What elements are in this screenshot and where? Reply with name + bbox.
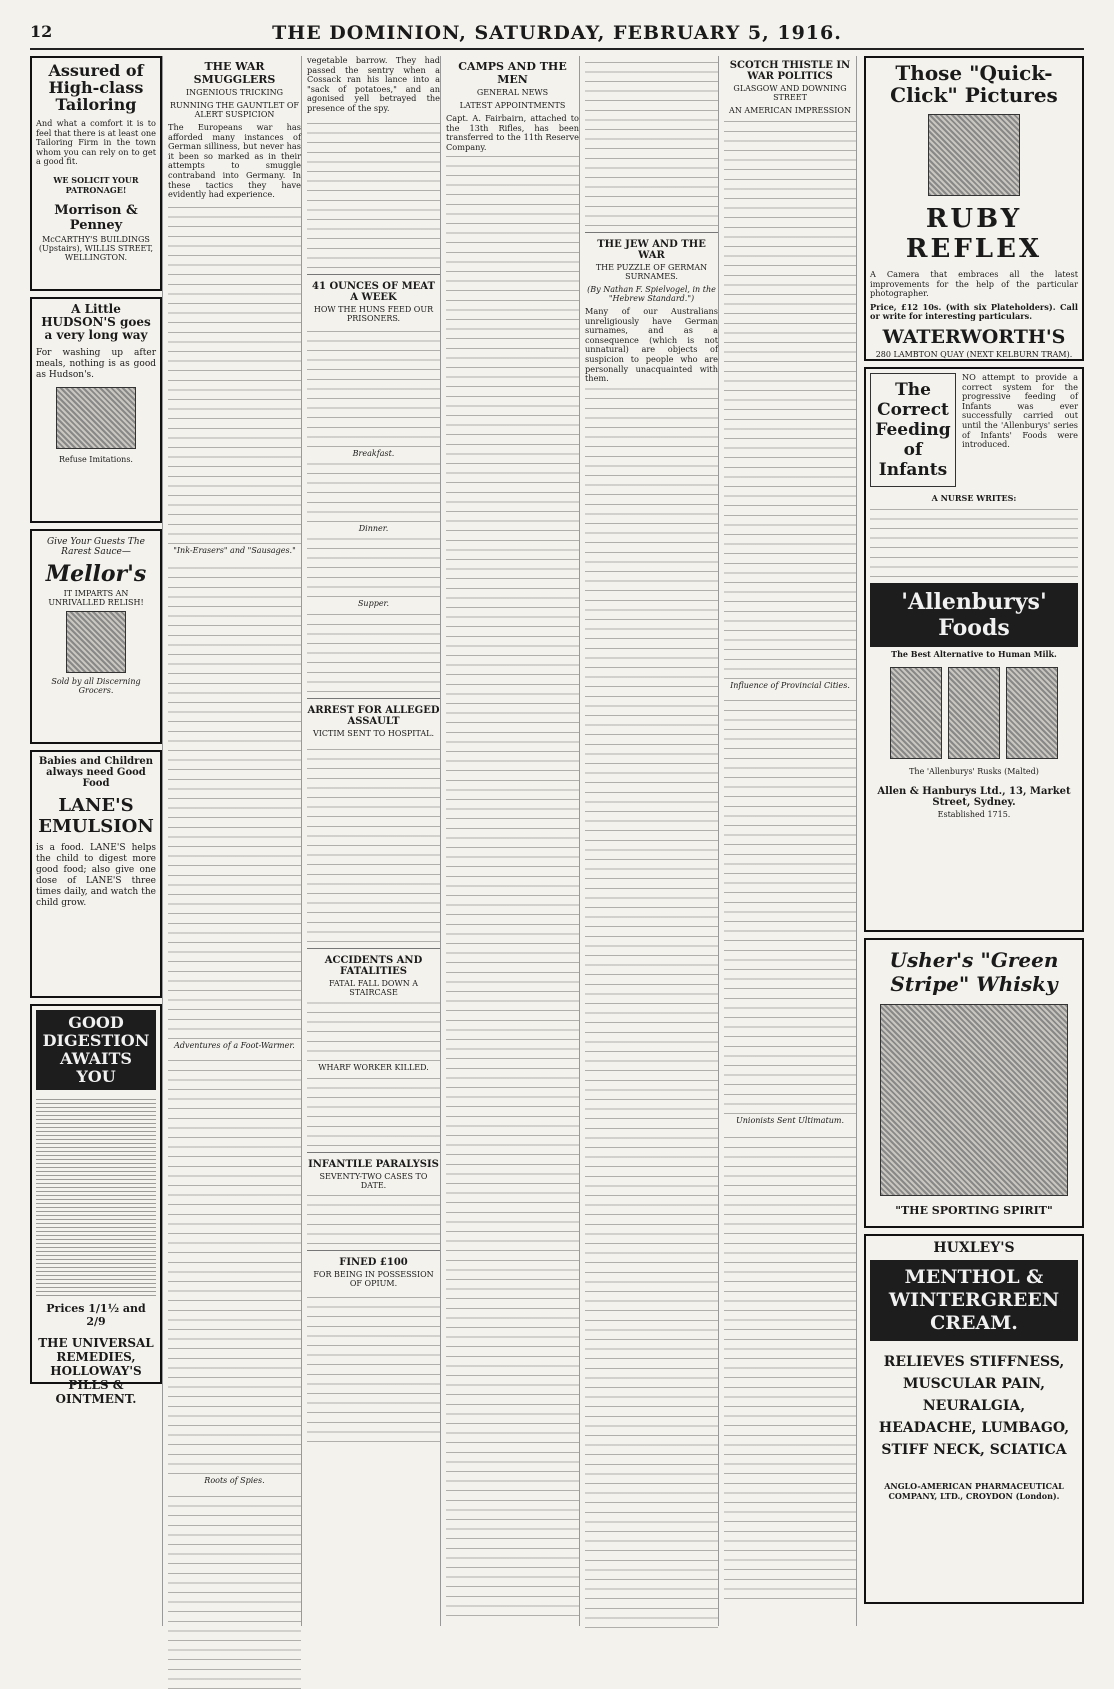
- tailoring-address: McCARTHY'S BUILDINGS (Upstairs), WILLIS STREET, WELLINGTON.: [38, 234, 154, 262]
- article-body-lines: [307, 1076, 440, 1146]
- article-body-lines: [307, 612, 440, 692]
- huxley-ad: [864, 1234, 1084, 1604]
- german-surnames-subhead: THE PUZZLE OF GERMAN SURNAMES.: [595, 263, 708, 281]
- paralysis-subhead: SEVENTY-TWO CASES TO DATE.: [319, 1171, 428, 1190]
- byline: (By Nathan F. Spielvogel, in the "Hebrew Standard."): [587, 285, 716, 303]
- article-body-lines: [870, 507, 1078, 577]
- allenburys-text: NO attempt to provide a correct system for the progressive feeding of Infants was ever successfully carried out until the 'Allenburys' series of Infants' Foods were introduced.: [962, 372, 1078, 450]
- waterworth-brand: WATERWORTH'S: [882, 325, 1066, 348]
- ultimatum-subhead: Unionists Sent Ultimatum.: [736, 1116, 844, 1125]
- allenburys-established: Established 1715.: [937, 810, 1011, 819]
- column-4: [446, 56, 580, 1626]
- article-body-lines: [168, 204, 301, 544]
- article-body-lines: [168, 1054, 301, 1474]
- allenburys-brand: 'Allenburys' Foods: [870, 583, 1078, 647]
- fined-headline: FINED £100: [339, 1256, 408, 1268]
- allenburys-top: [870, 373, 1078, 487]
- article-body-lines: [446, 156, 579, 1616]
- article-body-lines: [307, 462, 440, 522]
- divider: [585, 232, 718, 233]
- divider: [307, 1152, 440, 1153]
- war-smugglers-headline: THE WAR SMUGGLERS: [193, 60, 276, 86]
- reflex-text: A Camera that embraces all the latest improvements for the help of the particular photographer.: [870, 269, 1078, 299]
- nurse-writes: A NURSE WRITES:: [931, 493, 1017, 503]
- article-body-lines: [724, 1129, 856, 1599]
- supper-subhead: Supper.: [357, 598, 390, 608]
- article-body-lines: [168, 1489, 301, 1689]
- tin-illustration: [1006, 667, 1058, 759]
- war-smugglers-paragraph: The Europeans war has afforded many instances of German silliness, but never has it been so marked as in their attempts to smuggle contraband into Germany. In these tactics they have evidently had experience.: [168, 122, 301, 200]
- huxley-firm: ANGLO-AMERICAN PHARMACEUTICAL COMPANY, LTD., CROYDON (London).: [884, 1481, 1064, 1501]
- ink-erasers-subhead: "Ink-Erasers" and "Sausages.": [173, 545, 296, 555]
- article-body-lines: [724, 119, 856, 679]
- accidents-headline: ACCIDENTS AND FATALITIES: [324, 954, 423, 977]
- column-2: [168, 56, 302, 1626]
- dinner-subhead: Dinner.: [358, 523, 389, 533]
- article-body-lines: [307, 1292, 440, 1442]
- newspaper-title: THE DOMINION, SATURDAY, FEBRUARY 5, 1916.: [272, 22, 842, 44]
- holloway-body-text: [36, 1096, 156, 1296]
- article-body-lines: [307, 1194, 440, 1244]
- masthead: [30, 22, 1084, 50]
- divider: [307, 948, 440, 949]
- tailoring-heading: Assured of High-class Tailoring: [48, 61, 144, 114]
- mellor-bottle-illustration: [66, 611, 126, 673]
- huxley-heading: HUXLEY'S: [933, 1240, 1015, 1256]
- camps-headline: CAMPS AND THE MEN: [458, 60, 567, 86]
- glasgow-subhead: GLASGOW AND DOWNING STREET: [733, 84, 847, 102]
- allenburys-tag: The Best Alternative to Human Milk.: [891, 649, 1057, 659]
- food-tins: [870, 667, 1078, 759]
- roots-of-spies-subhead: Roots of Spies.: [204, 1475, 265, 1485]
- tailoring-firm: Morrison & Penney: [54, 202, 138, 233]
- holloway-price: Prices 1/1½ and 2/9: [46, 1302, 146, 1328]
- allenburys-heading: The Correct Feeding of Infants: [870, 373, 956, 487]
- camps-paragraph: Capt. A. Fairbairn, attached to the 13th Rifles, has been transferred to the 11th Reserve Company.: [446, 113, 579, 152]
- article-body-lines: [307, 1001, 440, 1061]
- lane-text: is a food. LANE'S helps the child to digest more good food; also give one dose of LANE'S three times daily, and watch the child grow.: [36, 843, 156, 908]
- divider: [307, 274, 440, 275]
- war-smugglers-subhead-1: INGENIOUS TRICKING: [185, 88, 284, 97]
- article-body-lines: [585, 56, 718, 226]
- smugglers-continued: vegetable barrow. They had passed the sentry when a Cossack ran his lance into a "sack of potatoes," and an agonised yell betrayed the presence of the spy.: [307, 55, 440, 113]
- scotch-thistle-article: [724, 56, 857, 1626]
- holloway-heading: GOOD DIGESTION AWAITS YOU: [36, 1010, 156, 1090]
- ruby-reflex-ad: [864, 56, 1084, 361]
- usher-brand: Usher's "Green Stripe" Whisky: [889, 948, 1059, 996]
- tin-illustration: [948, 667, 1000, 759]
- foot-warmer-subhead: Adventures of a Foot-Warmer.: [174, 1040, 295, 1050]
- reflex-brand: RUBY REFLEX: [905, 204, 1043, 264]
- column-1-ads: [30, 56, 163, 1626]
- tailoring-ad: [30, 56, 162, 291]
- assault-subhead: VICTIM SENT TO HOSPITAL.: [312, 728, 434, 738]
- war-smugglers-subhead-2: RUNNING THE GAUNTLET OF ALERT SUSPICION: [170, 101, 299, 119]
- usher-whisky-ad: [864, 938, 1084, 1228]
- tin-illustration: [890, 667, 942, 759]
- staircase-subhead: FATAL FALL DOWN A STAIRCASE: [328, 978, 419, 997]
- fined-subhead: FOR BEING IN POSSESSION OF OPIUM.: [313, 1269, 434, 1288]
- meat-subhead: HOW THE HUNS FEED OUR PRISONERS.: [313, 304, 434, 323]
- tailoring-solicit: WE SOLICIT YOUR PATRONAGE!: [53, 174, 139, 195]
- wharf-subhead: WHARF WORKER KILLED.: [318, 1062, 429, 1072]
- jew-war-headline: THE JEW AND THE WAR: [597, 239, 706, 261]
- meat-headline: 41 OUNCES OF MEAT A WEEK: [312, 280, 435, 303]
- huxley-brand: MENTHOL & WINTERGREEN CREAM.: [870, 1260, 1078, 1341]
- divider: [307, 698, 440, 699]
- hudson-tag: Refuse Imitations.: [59, 455, 133, 464]
- article-body-lines: [168, 559, 301, 1039]
- scotch-thistle-headline: SCOTCH THISTLE IN WAR POLITICS: [729, 60, 851, 82]
- huxley-list: RELIEVES STIFFNESS, MUSCULAR PAIN, NEURALGIA, HEADACHE, LUMBAGO, STIFF NECK, SCIATICA: [878, 1354, 1070, 1458]
- page-number: 12: [30, 22, 53, 41]
- holloway-brand: THE UNIVERSAL REMEDIES, HOLLOWAY'S PILLS & OINTMENT.: [38, 1336, 154, 1406]
- mellor-sold: Sold by all Discerning Grocers.: [51, 677, 141, 695]
- lane-emulsion-ad: [30, 750, 162, 998]
- article-body-lines: [307, 327, 440, 447]
- waterworth-address: 280 LAMBTON QUAY (NEXT KELBURN TRAM).: [875, 349, 1073, 359]
- reflex-price: Price, £12 10s. (with six Plateholders). Call or write for interesting particulars.: [870, 301, 1078, 322]
- article-body-lines: [307, 742, 440, 942]
- mellor-brand: Mellor's: [45, 561, 147, 587]
- breakfast-subhead: Breakfast.: [352, 448, 395, 458]
- appointments-subhead: LATEST APPOINTMENTS: [459, 101, 566, 110]
- american-impression-subhead: AN AMERICAN IMPRESSION: [729, 106, 851, 115]
- provincial-cities-subhead: Influence of Provincial Cities.: [730, 681, 850, 690]
- mellor-heading: Give Your Guests The Rarest Sauce—: [46, 537, 146, 557]
- column-3: [307, 56, 441, 1626]
- lane-brand: LANE'S EMULSION: [38, 795, 154, 837]
- hudson-heading: A Little HUDSON'S goes a very long way: [41, 302, 151, 342]
- paralysis-headline: INFANTILE PARALYSIS: [308, 1158, 439, 1170]
- holloway-ad: [30, 1004, 162, 1406]
- sporting-illustration: [880, 1004, 1068, 1196]
- allenburys-ad: [864, 367, 1084, 932]
- column-5: [585, 56, 719, 1626]
- mellor-sauce-ad: [30, 529, 162, 744]
- mellor-subheading: IT IMPARTS AN UNRIVALLED RELISH!: [48, 589, 144, 607]
- general-news-subhead: GENERAL NEWS: [476, 88, 549, 97]
- column-6: [724, 56, 1084, 1626]
- hudson-text: For washing up after meals, nothing is as good as Hudson's.: [36, 348, 156, 380]
- divider: [307, 1250, 440, 1251]
- allenburys-rusks: The 'Allenburys' Rusks (Malted): [909, 767, 1039, 776]
- article-body-lines: [724, 694, 856, 1114]
- article-body-lines: [307, 118, 440, 268]
- hudson-soap-ad: [30, 297, 162, 523]
- lane-heading: Babies and Children always need Good Food: [38, 756, 154, 789]
- jew-war-paragraph: Many of our Australians unreligiously have German surnames, and as a consequence (which is not unnatural) are objects of suspicion to people who are personally unacquainted with them.: [585, 306, 718, 384]
- tailoring-text: And what a comfort it is to feel that there is at least one Tailoring Firm in the town whom you can rely on to get a good fit.: [36, 118, 156, 167]
- reflex-heading: Those "Quick-Click" Pictures: [890, 61, 1058, 107]
- right-ads: [864, 56, 1084, 1610]
- camera-illustration: [928, 114, 1020, 196]
- usher-tag: "THE SPORTING SPIRIT": [895, 1204, 1053, 1217]
- assault-headline: ARREST FOR ALLEGED ASSAULT: [307, 704, 440, 727]
- article-body-lines: [585, 388, 718, 1628]
- allenburys-firm: Allen & Hanburys Ltd., 13, Market Street, Sydney.: [877, 786, 1071, 808]
- article-body-lines: [307, 537, 440, 597]
- hudson-soap-illustration: [56, 387, 136, 449]
